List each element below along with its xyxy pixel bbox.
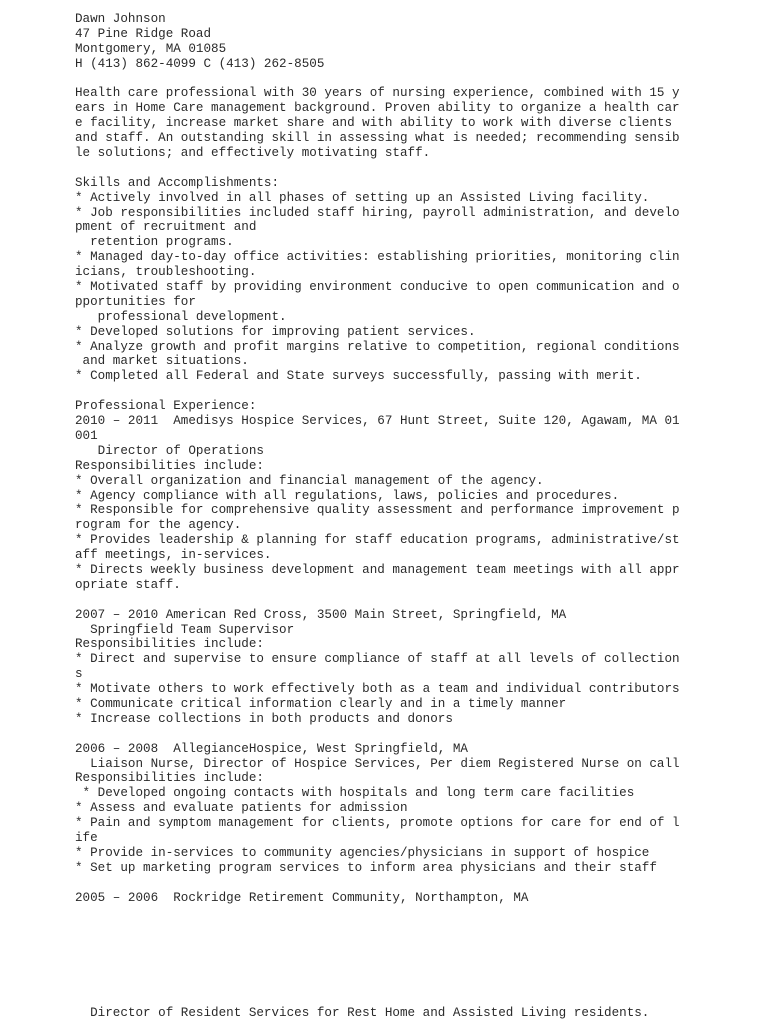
skills-line: * Actively involved in all phases of setting up an Assisted Living facility. [75,190,650,205]
experience-amedisys-line: Director of Operations [75,443,264,458]
spacer [75,384,735,399]
spacer [75,72,735,87]
contact-block [75,12,735,72]
experience-amedisys-line: Professional Experience: [75,399,257,414]
summary-line: Health care professional with 30 years of nursing experience, combined with 15 y [75,86,680,101]
experience-allegiance-line: Responsibilities include: [75,771,264,786]
experience-allegiance-line: * Pain and symptom management for clients, promote options for care for end of l [75,816,680,831]
contact-line: Dawn Johnson [75,12,166,26]
summary-line: and staff. An outstanding skill in assessing what is needed; recommending sensib [75,131,680,146]
experience-rockridge-line: 2005 – 2006 Rockridge Retirement Community, Northampton, MA [75,890,529,905]
summary-line: ears in Home Care management background. Proven ability to organize a health car [75,101,680,116]
contact-line: 47 Pine Ridge Road [75,26,212,41]
contact-line: H (413) 862-4099 C (413) 262-8505 [75,56,325,71]
skills-line: * Analyze growth and profit margins relative to competition, regional conditions [75,339,680,354]
skills-line: * Job responsibilities included staff hiring, payroll administration, and develo [75,205,680,220]
experience-amedisys-line: rogram for the agency. [75,518,242,533]
skills-line: professional development. [75,309,287,324]
experience-allegiance-line: Liaison Nurse, Director of Hospice Services, Per diem Registered Nurse on call [75,756,680,771]
experience-redcross-line: 2007 – 2010 American Red Cross, 3500 Main Street, Springfield, MA [75,607,567,622]
experience-redcross [75,608,735,727]
spacer [75,593,735,608]
skills-line: and market situations. [75,354,249,369]
experience-redcross-line: * Motivate others to work effectively both as a team and individual contributors [75,682,680,697]
experience-redcross-line: * Communicate critical information clearly and in a timely manner [75,696,567,711]
experience-allegiance-line: * Developed ongoing contacts with hospitals and long term care facilities [75,786,635,801]
experience-amedisys-line: aff meetings, in-services. [75,548,272,563]
experience-redcross-line: s [75,667,83,682]
experience-amedisys [75,399,735,593]
experience-amedisys-line: * Overall organization and financial management of the agency. [75,473,544,488]
spacer [75,727,735,742]
experience-redcross-line: * Direct and supervise to ensure compliance of staff at all levels of collection [75,652,680,667]
skills-line: pment of recruitment and [75,220,257,235]
experience-amedisys-line: opriate staff. [75,577,181,592]
experience-rockridge [75,891,735,906]
skills-line: * Motivated staff by providing environment conducive to open communication and o [75,280,680,295]
skills-block [75,176,735,384]
skills-line: pportunities for [75,294,196,309]
skills-line: * Managed day-to-day office activities: establishing priorities, monitoring clin [75,250,680,265]
experience-amedisys-line: * Directs weekly business development and management team meetings with all appr [75,562,680,577]
skills-line: retention programs. [75,235,234,250]
experience-amedisys-line: Responsibilities include: [75,458,264,473]
experience-allegiance-line: ife [75,830,98,845]
summary-line: e facility, increase market share and with ability to work with diverse clients [75,116,673,131]
experience-allegiance-line: 2006 – 2008 AllegianceHospice, West Springfield, MA [75,741,468,756]
skills-line: * Developed solutions for improving patient services. [75,324,476,339]
experience-amedisys-line: * Provides leadership & planning for staff education programs, administrative/st [75,533,680,548]
experience-redcross-line: Responsibilities include: [75,637,264,652]
spacer [75,161,735,176]
experience-amedisys-line: * Agency compliance with all regulations, laws, policies and procedures. [75,488,620,503]
experience-allegiance-line: * Provide in-services to community agencies/physicians in support of hospice [75,845,650,860]
skills-line: icians, troubleshooting. [75,265,257,280]
experience-amedisys-line: * Responsible for comprehensive quality assessment and performance improvement p [75,503,680,518]
experience-redcross-line: Springfield Team Supervisor [75,622,295,637]
experience-allegiance-line: * Assess and evaluate patients for admission [75,801,408,816]
experience-allegiance-line: * Set up marketing program services to inform area physicians and their staff [75,860,657,875]
summary-block [75,86,735,160]
spacer [75,876,735,891]
contact-line: Montgomery, MA 01085 [75,41,227,56]
experience-amedisys-line: 2010 – 2011 Amedisys Hospice Services, 67 Hunt Street, Suite 120, Agawam, MA 01 [75,414,680,429]
summary-line: le solutions; and effectively motivating staff. [75,146,431,161]
skills-line: Skills and Accomplishments: [75,175,280,190]
experience-allegiance [75,742,735,876]
skills-line: * Completed all Federal and State surveys successfully, passing with merit. [75,369,642,384]
experience-amedisys-line: 001 [75,428,98,443]
resume-document [75,12,735,905]
experience-redcross-line: * Increase collections in both products and donors [75,711,453,726]
footer-line: Director of Resident Services for Rest Home and Assisted Living residents. [75,1006,650,1020]
